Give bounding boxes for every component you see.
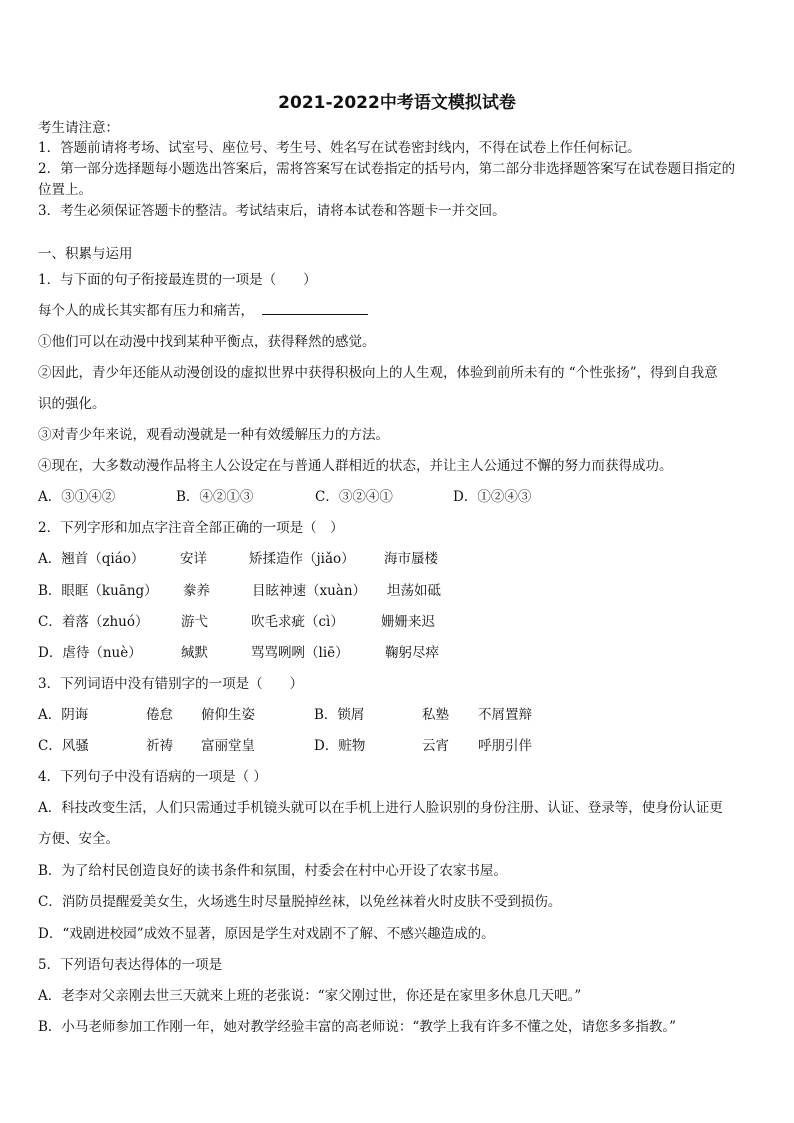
- q3-option-a-1: A．阴诲: [38, 707, 89, 723]
- q2-option-d-1: D．虐待（nuè）: [38, 645, 142, 661]
- q4-option-a: A．科技改变生活，人们只需通过手机镜头就可以在手机上进行人脸识别的身份注册、认证、登录等，使身份认证更: [38, 800, 723, 816]
- q4-option-d: D．“戏剧进校园”成效不显著，原因是学生对戏剧不了解、不感兴趣造成的。: [38, 926, 495, 942]
- q5-option-b: B．小马老师参加工作刚一年，她对教学经验丰富的高老师说：“教学上我有许多不懂之处，请您多多指教。”: [38, 1019, 676, 1035]
- q1-stem: 1．与下面的句子衔接最连贯的一项是（ ）: [38, 272, 317, 288]
- notice-item-1: 1．答题前请将考场、试室号、座位号、考生号、姓名写在试卷密封线内，不得在试卷上作任何标记。: [38, 140, 641, 156]
- q1-option-c: C．③②④①: [315, 489, 393, 505]
- q1-sentence-4: ④现在，大多数动漫作品将主人公设定在与普通人群相近的状态，并让主人公通过不懈的努力而获得成功。: [38, 458, 673, 474]
- q3-stem: 3．下列词语中没有错别字的一项是（ ）: [38, 676, 304, 692]
- q3-option-b-1: B．锁屑: [314, 707, 365, 723]
- q4-option-a-cont: 方便、安全。: [38, 831, 119, 847]
- answer-blank: [262, 302, 368, 315]
- q3-option-b-2: 私塾: [422, 707, 449, 723]
- section-heading: 一、积累与运用: [38, 246, 133, 262]
- q2-option-b-2: 豢养: [183, 583, 210, 599]
- q3-option-c-1: C．风骚: [38, 738, 89, 754]
- q3-option-c-3: 富丽堂皇: [201, 738, 255, 754]
- q4-option-b: B．为了给村民创造良好的读书条件和氛围，村委会在村中心开设了农家书屋。: [38, 863, 507, 879]
- q2-option-b-3: 目眩神速（xuàn）: [252, 583, 367, 599]
- q4-option-c: C．消防员提醒爱美女生，火场逃生时尽量脱掉丝袜，以免丝袜着火时皮肤不受到损伤。: [38, 894, 562, 910]
- q1-sentence-3: ③对青少年来说，观看动漫就是一种有效缓解压力的方法。: [38, 427, 389, 443]
- q4-stem: 4．下列句子中没有语病的一项是（ ）: [38, 769, 267, 785]
- q5-option-a: A．老李对父亲刚去世三天就来上班的老张说：“家父刚过世，你还是在家里多休息几天吧。”: [38, 988, 582, 1004]
- q3-option-c-2: 祈祷: [146, 738, 173, 754]
- q3-option-a-2: 倦怠: [146, 707, 173, 723]
- q2-option-c-4: 姗姗来迟: [381, 614, 435, 630]
- q2-option-d-4: 鞠躬尽瘁: [385, 645, 439, 661]
- q2-option-a-1: A．翘首（qiáo）: [38, 551, 145, 567]
- notice-item-2: 2．第一部分选择题每小题选出答案后，需将答案写在试卷指定的括号内，第二部分非选择题答案写在试卷题目指定的: [38, 161, 736, 177]
- q5-stem: 5．下列语句表达得体的一项是: [38, 957, 223, 973]
- q3-option-b-3: 不屑置辩: [478, 707, 532, 723]
- q1-sentence-2: ②因此，青少年还能从动漫创设的虚拟世界中获得积极向上的人生观，体验到前所未有的 “个性张扬”，得到自我意: [38, 365, 718, 381]
- q2-option-a-3: 矫揉造作（jiǎo）: [249, 551, 355, 567]
- q1-lead-text: 每个人的成长其实都有压力和痛苦，: [38, 303, 254, 319]
- q1-option-d: D．①②④③: [453, 489, 532, 505]
- q2-option-c-2: 游弋: [181, 614, 208, 630]
- notice-heading: 考生请注意：: [38, 120, 119, 136]
- q2-option-a-4: 海市蜃楼: [384, 551, 438, 567]
- q3-option-d-2: 云宵: [422, 738, 449, 754]
- q2-option-c-1: C．着落（zhuó）: [38, 614, 149, 630]
- q2-stem: 2．下列字形和加点字注音全部正确的一项是（ ）: [38, 520, 344, 536]
- q3-option-a-3: 俯仰生姿: [201, 707, 255, 723]
- q1-sentence-2-cont: 识的强化。: [38, 396, 106, 412]
- q1-option-a: A．③①④②: [38, 489, 116, 505]
- q2-option-c-3: 吹毛求疵（cì）: [251, 614, 344, 630]
- q1-option-b: B．④②①③: [176, 489, 254, 505]
- page-title: 2021-2022中考语文模拟试卷: [278, 93, 516, 113]
- q2-option-a-2: 安详: [180, 551, 207, 567]
- q3-option-d-1: D．赃物: [314, 738, 366, 754]
- q2-option-d-3: 骂骂咧咧（liē）: [251, 645, 349, 661]
- notice-item-3: 3．考生必须保证答题卡的整洁。考试结束后，请将本试卷和答题卡一并交回。: [38, 203, 506, 219]
- q1-lead: [38, 302, 368, 320]
- q1-sentence-1: ①他们可以在动漫中找到某种平衡点，获得释然的感觉。: [38, 334, 376, 350]
- q2-option-d-2: 缄默: [181, 645, 208, 661]
- q2-option-b-1: B．眼眶（kuāng）: [38, 583, 158, 599]
- notice-item-2-cont: 位置上。: [38, 182, 92, 198]
- q3-option-d-3: 呼朋引伴: [478, 738, 532, 754]
- q2-option-b-4: 坦荡如砥: [387, 583, 441, 599]
